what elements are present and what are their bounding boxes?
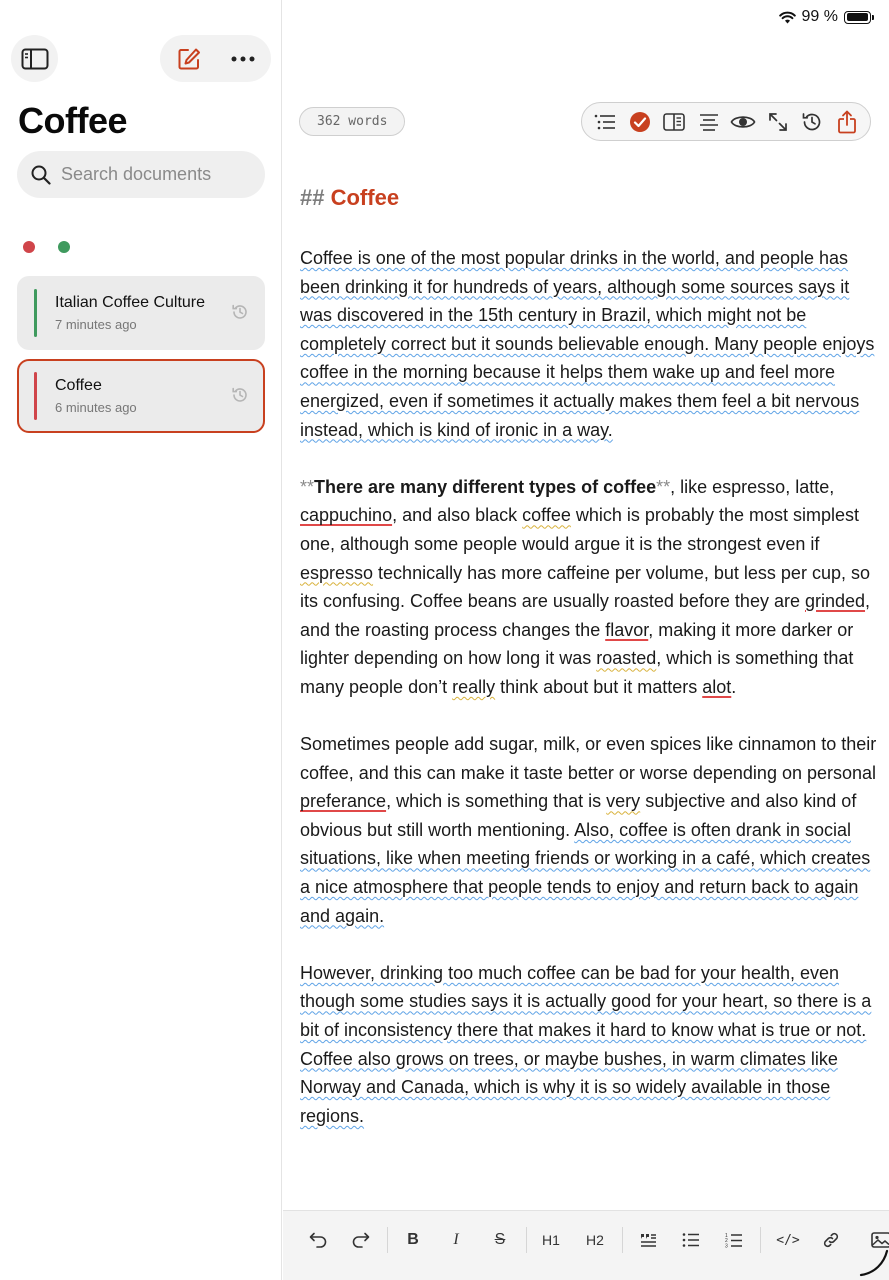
format-bar xyxy=(283,1210,889,1280)
battery-percent: 99 % xyxy=(801,8,838,25)
check-circle-icon xyxy=(629,111,651,133)
text-run: Sometimes people add sugar, milk, or even spices like cinnamon to their coffee, and this can make it taste better or worse depending on personal xyxy=(300,734,877,783)
divider xyxy=(622,1227,623,1253)
document-item-coffee[interactable] xyxy=(17,359,265,433)
quote-icon xyxy=(639,1232,657,1248)
bold-text: There are many different types of coffee xyxy=(314,476,657,497)
heading2-button[interactable]: H2 xyxy=(586,1232,604,1248)
share-button[interactable] xyxy=(833,108,861,136)
numbered-list-icon xyxy=(725,1232,743,1248)
filter-dot-green[interactable] xyxy=(58,241,70,253)
document-item-italian-coffee-culture[interactable] xyxy=(17,276,265,350)
divider xyxy=(526,1227,527,1253)
link-button[interactable] xyxy=(818,1225,844,1255)
spelling-error[interactable]: grinded xyxy=(804,591,866,612)
history-icon[interactable] xyxy=(231,303,249,321)
bold-marker: ** xyxy=(656,476,671,497)
align-center-icon xyxy=(699,113,719,131)
spelling-error[interactable]: preferance xyxy=(300,791,387,812)
divider xyxy=(387,1227,388,1253)
sidebar-actions xyxy=(160,35,271,82)
document-heading xyxy=(300,180,880,216)
undo-icon xyxy=(309,1232,327,1248)
expand-button[interactable] xyxy=(764,108,792,136)
grammar-suggestion[interactable]: Also, coffee is often drank in social situations, like when meeting friends or working in a café, which creates a nice atmosphere that people tends to enjoy and return back to again and again. xyxy=(300,819,871,926)
grammar-suggestion[interactable]: However, drinking too much coffee can be bad for your health, even though some studies says it is actually good for your heart, so there is a bit of inconsistency there that makes it hard to know what is true or not. Coffee also grows on trees, or maybe bushes, in warm climates like Norway and Canada, which is why it is so widely available in those regions. xyxy=(300,962,872,1126)
paragraph-2 xyxy=(300,473,880,702)
split-view-button[interactable] xyxy=(660,108,688,136)
text-run: , and the roasting process changes the xyxy=(300,591,871,640)
more-options-button[interactable] xyxy=(231,56,255,62)
redo-icon xyxy=(352,1232,370,1248)
text-run: technically has more caffeine per volume, but less per cup, so its confusing. Coffee beans are usually roasted before they are xyxy=(300,562,870,612)
search-input[interactable] xyxy=(61,164,251,185)
text-run: think about but it matters xyxy=(495,676,703,697)
document-title: Coffee xyxy=(55,377,102,394)
sidebar-icon xyxy=(21,48,49,70)
preview-eye-icon xyxy=(730,113,756,131)
document-color-bar xyxy=(34,372,37,420)
filter-dots xyxy=(23,241,70,253)
proofread-button[interactable] xyxy=(626,108,654,136)
style-suggestion[interactable]: espresso xyxy=(300,562,374,583)
code-button[interactable]: </> xyxy=(776,1232,800,1248)
text-run: . xyxy=(731,676,737,697)
editor-toolbar xyxy=(581,102,871,141)
document-color-bar xyxy=(34,289,37,337)
battery-fill xyxy=(847,13,869,21)
sidebar xyxy=(0,0,282,1280)
bold-button[interactable]: B xyxy=(407,1231,419,1248)
text-run: , like espresso, latte, xyxy=(670,476,835,497)
spelling-error[interactable]: cappuchino xyxy=(300,505,393,526)
outline-icon xyxy=(594,113,616,131)
text-run: , which is something that is xyxy=(386,791,607,812)
paragraph-4 xyxy=(300,959,880,1131)
bold-marker: ** xyxy=(300,476,315,497)
svg-text:3: 3 xyxy=(725,1243,728,1248)
preview-button[interactable] xyxy=(729,108,757,136)
spelling-error[interactable]: alot xyxy=(702,676,732,697)
version-history-button[interactable] xyxy=(798,108,826,136)
search-icon xyxy=(31,165,51,185)
spelling-error[interactable]: flavor xyxy=(605,619,649,640)
heading1-button[interactable]: H1 xyxy=(542,1232,560,1248)
svg-text:2: 2 xyxy=(725,1238,728,1244)
split-view-icon xyxy=(663,113,685,131)
style-suggestion[interactable]: very xyxy=(606,791,641,812)
keyboard-dismiss-icon[interactable] xyxy=(859,1249,889,1279)
outline-button[interactable] xyxy=(591,108,619,136)
heading-text: Coffee xyxy=(330,185,400,210)
new-document-button[interactable] xyxy=(177,47,201,71)
status-bar-right xyxy=(779,8,871,26)
divider xyxy=(760,1227,761,1253)
expand-icon xyxy=(768,112,788,132)
document-time: 6 minutes ago xyxy=(55,400,137,415)
document-title: Italian Coffee Culture xyxy=(55,294,206,311)
heading-marker: ## xyxy=(300,185,325,210)
align-button[interactable] xyxy=(695,108,723,136)
history-icon[interactable] xyxy=(231,386,249,404)
strikethrough-button[interactable]: S xyxy=(494,1231,506,1248)
quote-button[interactable] xyxy=(635,1225,661,1255)
sidebar-toggle-button[interactable] xyxy=(11,35,58,82)
link-icon xyxy=(822,1231,840,1249)
text-run: subjective and also kind of obvious but still worth mentioning. xyxy=(300,791,857,840)
numbered-list-button[interactable] xyxy=(721,1225,747,1255)
sidebar-title: Coffee xyxy=(18,100,128,141)
image-icon xyxy=(871,1232,889,1248)
text-run: which is probably the most simplest one, although some people would argue it is the strongest even if xyxy=(300,505,859,554)
word-count-badge: 362 words xyxy=(299,107,405,136)
battery-icon xyxy=(844,11,871,24)
editor-content[interactable] xyxy=(300,180,880,1159)
style-suggestion[interactable]: really xyxy=(452,676,496,697)
svg-text:1: 1 xyxy=(725,1233,728,1239)
document-time: 7 minutes ago xyxy=(55,317,137,332)
style-suggestion[interactable]: roasted xyxy=(596,648,657,669)
history-icon xyxy=(801,111,823,133)
grammar-suggestion[interactable]: Coffee is one of the most popular drinks in the world, and people has been drinking it for hundreds of years, although some sources says it was discovered in the 15th century in Brazil, which might not be completely correct but it sounds believable enough. Many people enjoys coffee in the morning because it helps them wake up and feel more energized, even if sometimes it actually makes them feel a bit nervous instead, which is kind of ironic in a way. xyxy=(300,248,875,440)
style-suggestion[interactable]: coffee xyxy=(522,505,571,526)
undo-button[interactable] xyxy=(305,1225,331,1255)
paragraph-1 xyxy=(300,244,880,444)
filter-dot-red[interactable] xyxy=(23,241,35,253)
redo-button[interactable] xyxy=(348,1225,374,1255)
bullet-list-button[interactable] xyxy=(678,1225,704,1255)
search-bar[interactable] xyxy=(17,151,265,198)
paragraph-3 xyxy=(300,730,880,930)
wifi-icon xyxy=(779,11,796,24)
italic-button[interactable]: I xyxy=(453,1231,459,1248)
bullet-list-icon xyxy=(682,1232,700,1248)
share-icon xyxy=(837,110,857,134)
text-run: , which is something that many people don’t xyxy=(300,648,854,697)
text-run: , and also black xyxy=(392,505,523,526)
text-run: , making it more darker or lighter depending on how long it was xyxy=(300,619,854,669)
